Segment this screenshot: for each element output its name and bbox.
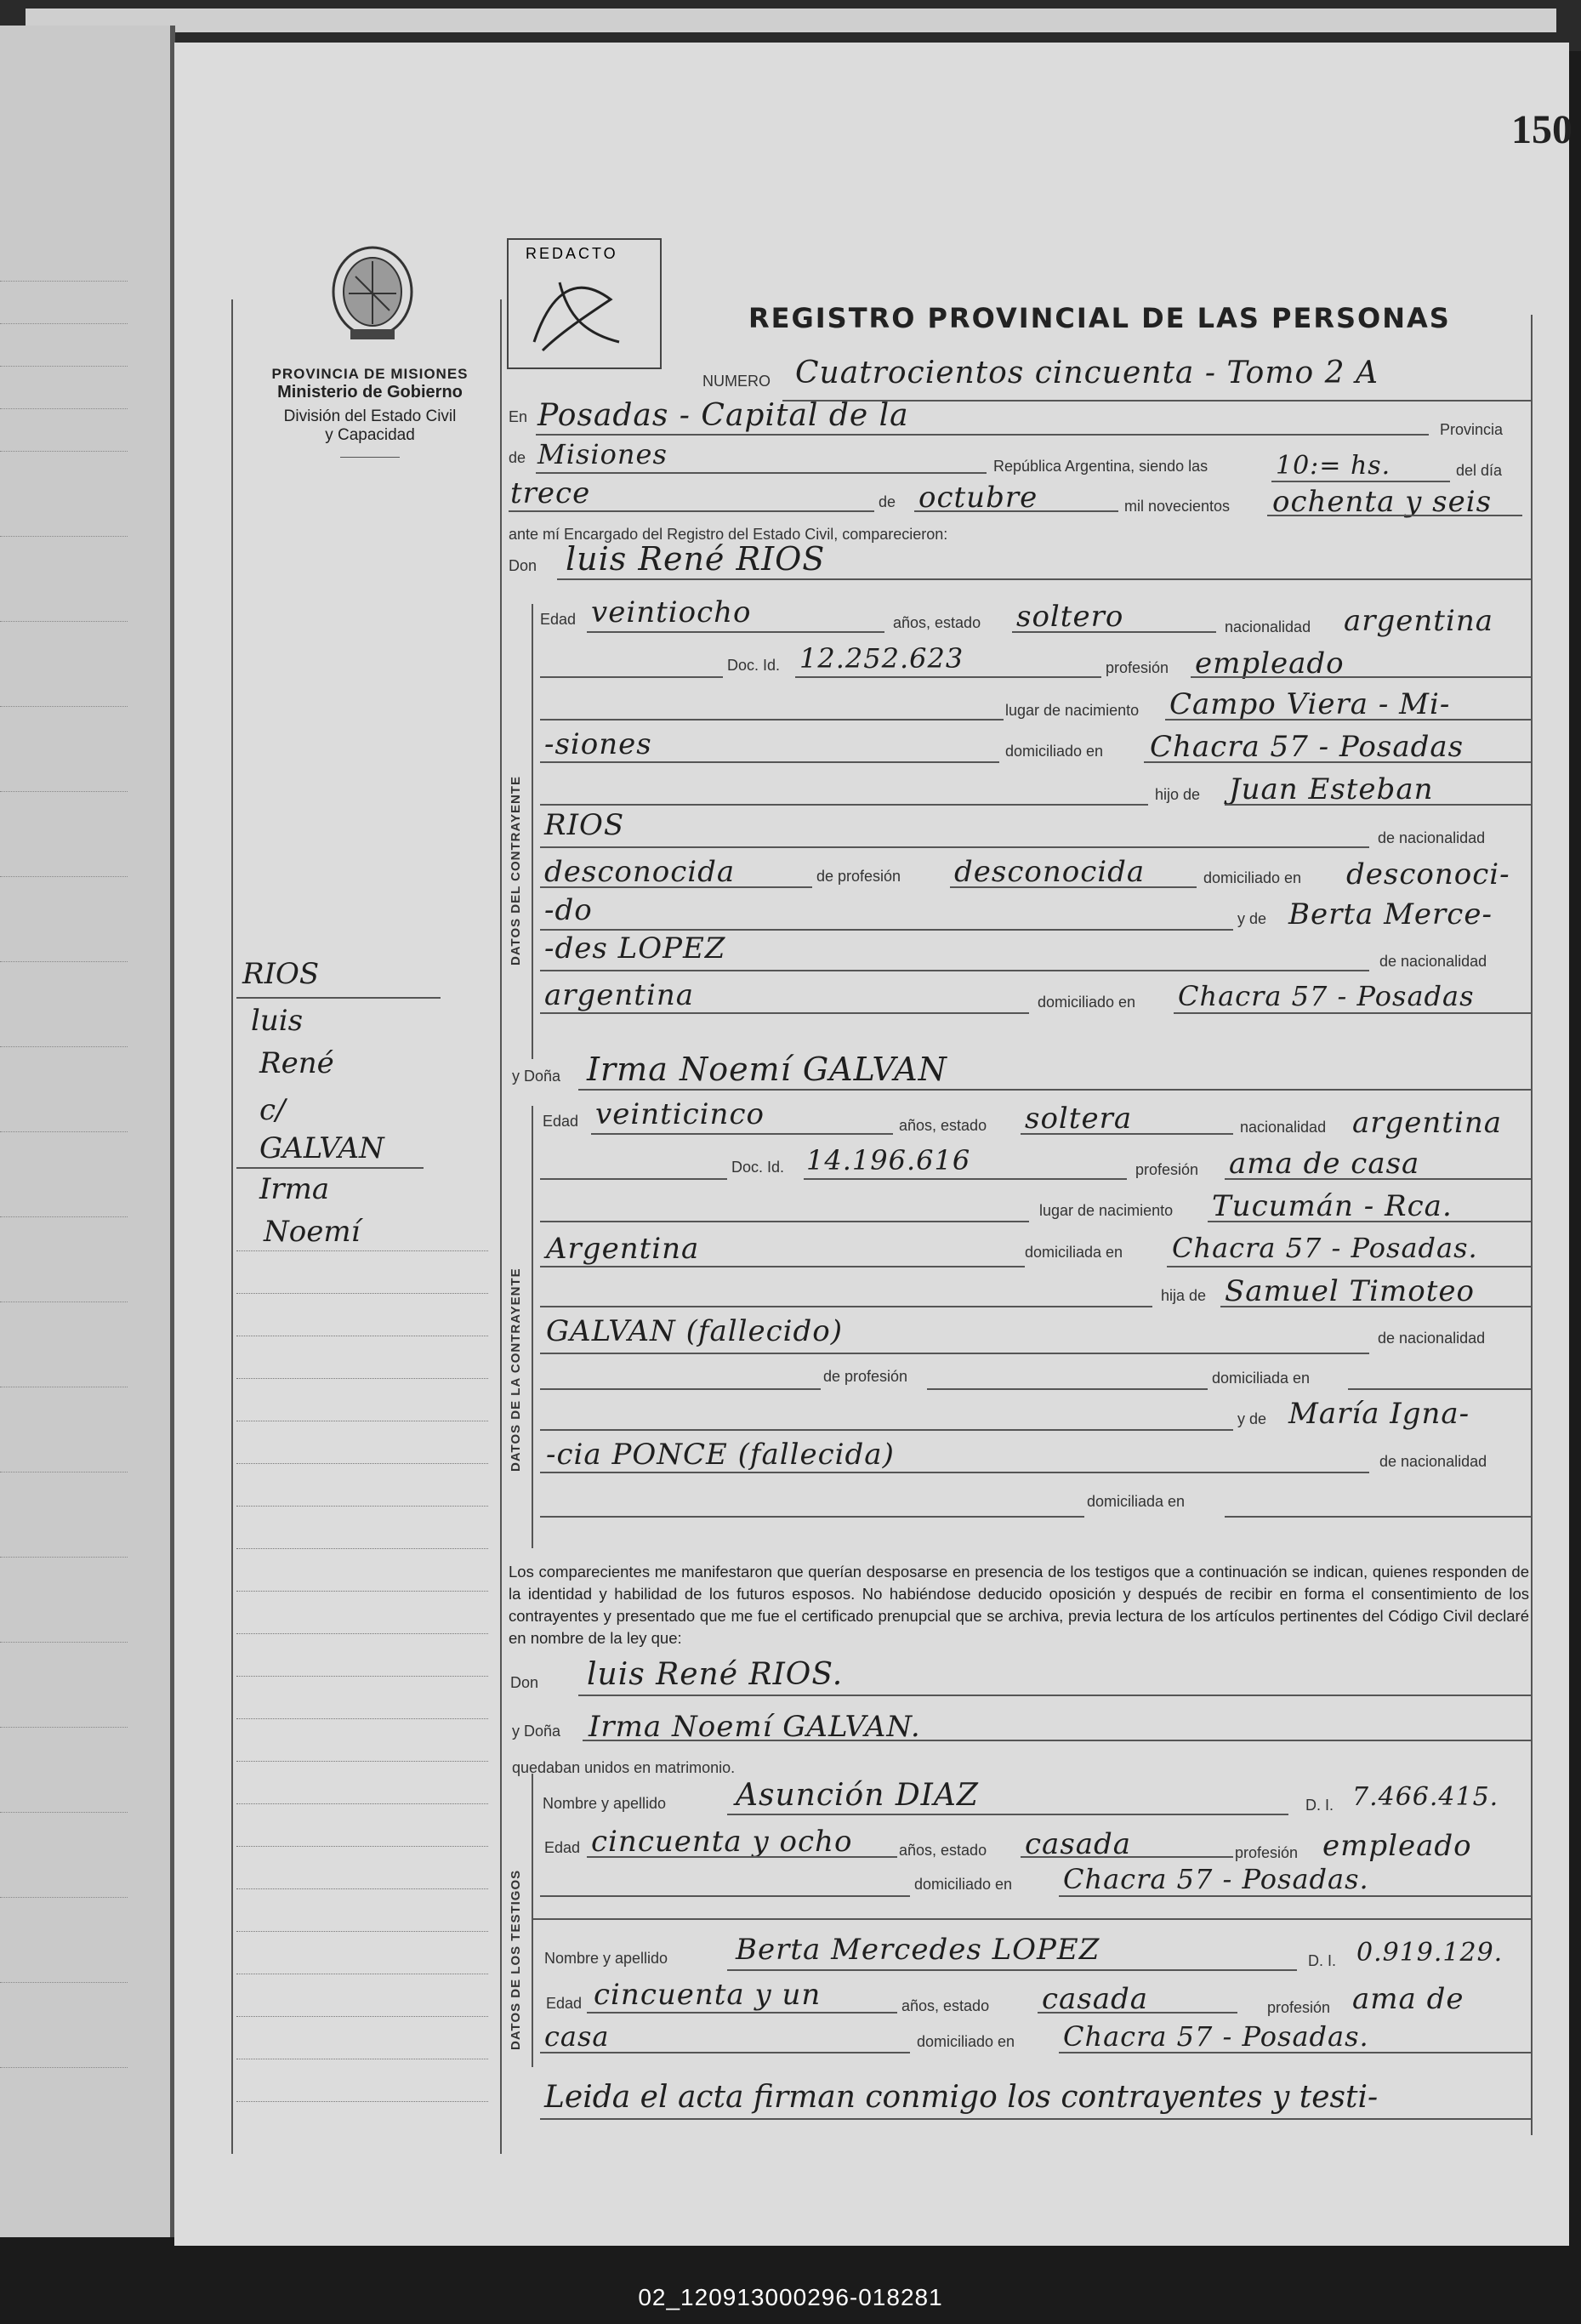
statement-don-line <box>578 1695 1531 1696</box>
right-rule <box>1531 315 1533 2135</box>
doc-value-2: 14.196.616 <box>806 1144 971 1176</box>
nacionalidad-label-2: nacionalidad <box>1240 1119 1327 1136</box>
t2-di-label: D. I. <box>1308 1952 1337 1969</box>
page-number: 150 <box>1511 107 1572 152</box>
lugar-prefix-line-2 <box>540 1221 1029 1222</box>
padre-line-2 <box>540 846 1369 848</box>
t2-estado-value: casada <box>1042 1982 1149 2016</box>
province-seal-icon <box>325 242 420 345</box>
t2-nombre-line <box>727 1969 1297 1971</box>
t1-edad-value: cincuenta y ocho <box>591 1825 853 1859</box>
doc-label: Doc. Id. <box>727 657 781 674</box>
t1-nombre-line <box>727 1814 1288 1815</box>
margin-given-name3: Irma <box>259 1172 330 1206</box>
madre-value-2b: -cia PONCE (fallecida) <box>546 1438 895 1472</box>
t2-profesion-value-2: casa <box>544 2020 610 2053</box>
profesion-value-2: ama de casa <box>1229 1147 1420 1181</box>
division-subname: y Capacidad <box>325 426 415 444</box>
t2-profesion-label: profesión <box>1267 1999 1331 2016</box>
ruling-line <box>0 1642 128 1643</box>
lugar-value-2a: Tucumán - Rca. <box>1212 1189 1453 1223</box>
t1-di-label: D. I. <box>1305 1797 1334 1814</box>
ministry-name: Ministerio de Gobierno <box>277 383 463 402</box>
madre-line <box>540 970 1369 971</box>
republica-label: República Argentina, siendo las <box>993 458 1208 475</box>
padre-value-2b: GALVAN (fallecido) <box>546 1314 844 1348</box>
domiciliada-label: domiciliada en <box>1025 1244 1123 1261</box>
margin-ruling <box>236 1676 488 1677</box>
margin-ruling <box>236 2016 488 2017</box>
margin-underline <box>236 1167 424 1169</box>
margin-surname2: GALVAN <box>259 1131 384 1165</box>
mes-line <box>914 510 1118 512</box>
t2-domicilio-value: Chacra 57 - Posadas. <box>1063 2020 1369 2053</box>
lugar-line-2b <box>540 1266 1025 1267</box>
edad-value-2: veinticinco <box>595 1097 765 1131</box>
margin-ruling <box>236 1548 488 1549</box>
ministry-header <box>242 366 498 458</box>
t2-domicilio-prefix-line <box>540 2052 910 2053</box>
numero-label: NUMERO <box>702 373 771 390</box>
testigos-divider <box>532 1918 1531 1920</box>
t2-profesion-value-1: ama de <box>1352 1982 1464 2016</box>
margin-ruling <box>236 1633 488 1634</box>
margin-ruling <box>236 1761 488 1762</box>
lugar-line-2 <box>540 761 999 763</box>
padre-value-2a: Samuel Timoteo <box>1225 1274 1476 1308</box>
ruling-line <box>0 1727 128 1728</box>
mes-value: octubre <box>918 481 1038 515</box>
ruling-line <box>0 2067 128 2068</box>
del-dia-label: del día <box>1456 462 1503 479</box>
nacionalidad-value: argentina <box>1344 604 1494 638</box>
t1-domiciliado-label: domiciliado en <box>914 1876 1013 1893</box>
numero-value: Cuatrocientos cincuenta - Tomo 2 A <box>795 356 1379 390</box>
de-nacionalidad-label-2: de nacionalidad <box>1378 1330 1486 1347</box>
don-label: Don <box>509 557 537 574</box>
padre-value-2: RIOS <box>544 808 625 842</box>
margin-ruling <box>236 1888 488 1889</box>
closing-line <box>540 2118 1531 2120</box>
provincia-line <box>536 472 987 474</box>
ruling-line <box>0 706 128 707</box>
profesion-value: empleado <box>1195 647 1345 681</box>
y-de-label-2: y de <box>1237 1410 1267 1427</box>
padre-domicilio-line-2 <box>1348 1388 1531 1390</box>
dia-line <box>509 510 874 512</box>
dona-line <box>578 1089 1531 1091</box>
margin-ruling <box>236 1506 488 1507</box>
estado-line-2 <box>1021 1133 1233 1135</box>
margin-given-name: luis <box>251 1004 304 1038</box>
ruling-line <box>0 1557 128 1558</box>
page-edge-strip <box>26 9 1556 32</box>
body-rule <box>500 299 502 2154</box>
madre-domicilio-label-2: domiciliada en <box>1087 1493 1186 1510</box>
province-name: PROVINCIA DE MISIONES <box>271 366 469 382</box>
don-line <box>557 578 1531 580</box>
t1-estado-line <box>1021 1856 1233 1858</box>
ruling-line <box>0 621 128 622</box>
doc-value: 12.252.623 <box>799 642 964 675</box>
nacionalidad-label: nacionalidad <box>1225 618 1311 635</box>
margin-rule <box>231 299 233 2154</box>
statement-don-label: Don <box>510 1674 539 1691</box>
hija-label: hija de <box>1161 1287 1207 1304</box>
register-title: REGISTRO PROVINCIAL DE LAS PERSONAS <box>748 302 1451 334</box>
statement-text: Los comparecientes me manifestaron que querían desposarse en presencia de los testigos que a continuación se indican, quienes responden de la identidad y habilidad de los futuros esposos. No habiéndose deducido oposición y después de recibir en forma el consentimiento de los contrayentes y presentado que me fue el certificado prenupcial que se archiva, previa lectura de los artículos pertinentes del Código Civil declaré en nombre de la ley que: <box>509 1563 1529 1647</box>
hija-prefix-line <box>540 1306 1152 1307</box>
de-label: de <box>509 449 526 466</box>
estado-line <box>1012 631 1216 633</box>
padre-value-1: Juan Esteban <box>1229 772 1434 806</box>
ruling-line <box>0 536 128 537</box>
margin-ruling <box>236 2101 488 2102</box>
padre-line-2a <box>1220 1306 1531 1307</box>
ruling-line <box>0 323 128 324</box>
madre-nacionalidad-line <box>540 1012 1029 1014</box>
madre-value-2a: María Igna- <box>1288 1397 1470 1431</box>
edad-label: Edad <box>540 611 577 628</box>
t2-estado-line <box>1038 2012 1237 2014</box>
padre-domicilio-value-1: desconoci- <box>1346 857 1510 891</box>
profesion-line <box>1191 676 1531 678</box>
margin-underline <box>236 997 441 999</box>
dona-label: y Doña <box>512 1068 561 1085</box>
t1-nombre-value: Asunción DIAZ <box>736 1778 979 1813</box>
left-page <box>0 26 175 2237</box>
madre-domicilio-label: domiciliado en <box>1038 994 1136 1011</box>
domicilio-value-2: Chacra 57 - Posadas. <box>1172 1232 1478 1264</box>
madre-domicilio-line-2 <box>1225 1516 1531 1518</box>
statement-dona-value: Irma Noemí GALVAN. <box>589 1710 921 1744</box>
lugar-prefix-line <box>540 719 1004 721</box>
ante-text: ante mí Encargado del Registro del Estado Civil, comparecieron: <box>509 526 948 543</box>
t1-domicilio-prefix-line <box>540 1895 910 1897</box>
de-profesion-label-2: de profesión <box>823 1368 908 1385</box>
contrayenta-side-label: DATOS DE LA CONTRAYENTE <box>509 1267 523 1472</box>
padre-domicilio-line <box>540 929 1233 931</box>
t1-di-value: 7.466.415. <box>1352 1782 1499 1812</box>
madre-value-2: -des LOPEZ <box>544 931 726 965</box>
padre-nacionalidad-value: desconocida <box>544 855 736 889</box>
padre-domicilio-value-2: -do <box>544 893 593 927</box>
edad-label-2: Edad <box>543 1113 579 1130</box>
statement-dona-line <box>583 1740 1531 1741</box>
madre-value-1: Berta Merce- <box>1288 897 1493 931</box>
dia-value: trece <box>510 476 591 510</box>
margin-ruling <box>236 1803 488 1804</box>
t2-nombre-value: Berta Mercedes LOPEZ <box>736 1933 1100 1967</box>
ruling-line <box>0 791 128 792</box>
margin-ruling <box>236 1846 488 1847</box>
margin-ruling <box>236 1250 488 1251</box>
madre-domicilio-line <box>1174 1012 1531 1014</box>
t1-edad-label: Edad <box>544 1839 581 1856</box>
de-label-2: de <box>879 493 896 510</box>
margin-ruling <box>236 1378 488 1379</box>
closing-text: Leida el acta firman conmigo los contrayentes y testi- <box>544 2080 1379 2115</box>
margin-ruling <box>236 1293 488 1294</box>
t2-di-value: 0.919.129. <box>1356 1938 1504 1968</box>
ruling-line <box>0 1812 128 1813</box>
anio-value: ochenta y seis <box>1272 485 1493 519</box>
ruling-line <box>0 281 128 282</box>
lugar-label-2: lugar de nacimiento <box>1039 1202 1174 1219</box>
domicilio-value: Chacra 57 - Posadas <box>1150 730 1464 764</box>
padre-domicilio-label: domiciliado en <box>1203 869 1302 886</box>
lugar-line-2a <box>1208 1221 1531 1222</box>
profesion-label-2: profesión <box>1135 1161 1199 1178</box>
contrayente-side-label: DATOS DEL CONTRAYENTE <box>509 776 523 965</box>
madre-prefix-line-2 <box>540 1429 1233 1431</box>
statement-dona-label: y Doña <box>512 1723 561 1740</box>
margin-ruling <box>236 1463 488 1464</box>
estado-value-2: soltera <box>1025 1102 1133 1136</box>
padre-profesion-line-2 <box>927 1388 1208 1390</box>
margin-ruling <box>236 1931 488 1932</box>
ruling-line <box>0 876 128 877</box>
padre-profesion-line <box>950 886 1197 888</box>
profesion-label: profesión <box>1106 659 1169 676</box>
doc-line-2 <box>804 1178 1127 1180</box>
de-profesion-label: de profesión <box>816 868 901 885</box>
contrayenta-rule <box>532 1106 533 1548</box>
y-de-label: y de <box>1237 910 1267 927</box>
ruling-line <box>0 1216 128 1217</box>
t2-anios-label: años, estado <box>901 1997 990 2014</box>
lugar-value-2: -siones <box>544 727 652 761</box>
madre-nacionalidad-line-2 <box>540 1516 1084 1518</box>
dona-value: Irma Noemí GALVAN <box>587 1051 947 1088</box>
anios-label: años, estado <box>893 614 981 631</box>
ruling-line <box>0 366 128 367</box>
file-label: 02_120913000296-018281 <box>638 2284 943 2310</box>
edad-line-2 <box>591 1133 893 1135</box>
redacto-stamp <box>507 238 662 369</box>
edad-value: veintiocho <box>591 595 752 629</box>
t2-domicilio-line <box>1059 2052 1531 2053</box>
madre-domicilio-value: Chacra 57 - Posadas <box>1178 980 1475 1012</box>
domiciliado-label: domiciliado en <box>1005 743 1104 760</box>
stamp-label: REDACTO <box>526 245 618 262</box>
ruling-line <box>0 961 128 962</box>
t1-nombre-label: Nombre y apellido <box>543 1795 667 1812</box>
division-name: División del Estado Civil <box>283 407 457 425</box>
ruling-line <box>0 1131 128 1132</box>
contrayente-rule <box>532 604 533 1059</box>
t1-estado-value: casada <box>1025 1827 1132 1861</box>
t1-edad-line <box>587 1856 897 1858</box>
t2-nombre-label: Nombre y apellido <box>544 1950 668 1967</box>
quedaban-text: quedaban unidos en matrimonio. <box>512 1759 736 1776</box>
doc-prefix-line-2 <box>540 1178 727 1180</box>
ruling-line <box>0 1982 128 1983</box>
nacionalidad-value-2: argentina <box>1352 1106 1503 1140</box>
margin-ruling <box>236 1718 488 1719</box>
profesion-line-2 <box>1225 1178 1531 1180</box>
anio-line <box>1267 515 1522 516</box>
hijo-label: hijo de <box>1155 786 1201 803</box>
madre-line-2 <box>540 1472 1369 1473</box>
margin-surname: RIOS <box>242 957 320 991</box>
t1-profesion-value: empleado <box>1322 1829 1472 1863</box>
t2-edad-line <box>587 2012 897 2014</box>
margin-given-name2: René <box>259 1046 334 1080</box>
don-value: luis René RIOS <box>566 540 826 578</box>
en-value: Posadas - Capital de la <box>537 398 909 433</box>
ruling-line <box>0 451 128 452</box>
en-line <box>536 434 1429 436</box>
padre-profesion-value: desconocida <box>954 855 1146 889</box>
madre-nacionalidad-label: de nacionalidad <box>1379 953 1487 970</box>
ruling-line <box>0 408 128 409</box>
testigos-rule <box>532 1774 533 2067</box>
en-label: En <box>509 408 528 425</box>
t1-domicilio-line <box>1059 1895 1531 1897</box>
hora-value: 10:= hs. <box>1276 451 1391 481</box>
provincia-label: Provincia <box>1440 421 1504 438</box>
lugar-label: lugar de nacimiento <box>1005 702 1140 719</box>
doc-prefix-line <box>540 676 723 678</box>
divider <box>340 457 400 458</box>
lugar-line <box>1165 719 1531 721</box>
margin-given-name4: Noemí <box>264 1215 361 1249</box>
doc-line <box>795 676 1101 678</box>
statement-don-value: luis René RIOS. <box>587 1657 844 1692</box>
padre-line-2b <box>540 1353 1369 1354</box>
t1-domicilio-value: Chacra 57 - Posadas. <box>1063 1863 1369 1895</box>
madre-nacionalidad-label-2: de nacionalidad <box>1379 1453 1487 1470</box>
t2-domiciliado-label: domiciliado en <box>917 2033 1015 2050</box>
padre-nacionalidad-line <box>540 886 812 888</box>
padre-nacionalidad-line-2 <box>540 1388 821 1390</box>
doc-label-2: Doc. Id. <box>731 1159 785 1176</box>
padre-domicilio-label-2: domiciliada en <box>1212 1370 1311 1387</box>
t1-profesion-label: profesión <box>1235 1844 1299 1861</box>
madre-nacionalidad-value: argentina <box>544 978 695 1012</box>
ruling-line <box>0 1046 128 1047</box>
lugar-value-2b: Argentina <box>546 1232 700 1266</box>
t1-anios-label: años, estado <box>899 1842 987 1859</box>
anios-label-2: años, estado <box>899 1117 987 1134</box>
estado-value: soltero <box>1016 600 1124 634</box>
edad-line <box>587 631 884 633</box>
domicilio-line-2 <box>1167 1266 1531 1267</box>
domicilio-line <box>1144 761 1531 763</box>
lugar-value-1: Campo Viera - Mi- <box>1169 687 1451 721</box>
margin-ruling <box>236 1591 488 1592</box>
mil-label: mil novecientos <box>1124 498 1231 515</box>
testigos-side-label: DATOS DE LOS TESTIGOS <box>509 1869 523 2050</box>
hijo-prefix-line <box>540 804 1148 806</box>
provincia-value: Misiones <box>537 438 668 470</box>
de-nacionalidad-label: de nacionalidad <box>1378 829 1486 846</box>
margin-conjunction: c/ <box>259 1093 286 1127</box>
padre-line <box>1225 804 1531 806</box>
signature-mark-icon <box>509 240 660 367</box>
ruling-line <box>0 1897 128 1898</box>
hora-line <box>1271 481 1450 482</box>
t2-edad-label: Edad <box>546 1995 583 2012</box>
t2-edad-value: cincuenta y un <box>594 1978 822 2012</box>
